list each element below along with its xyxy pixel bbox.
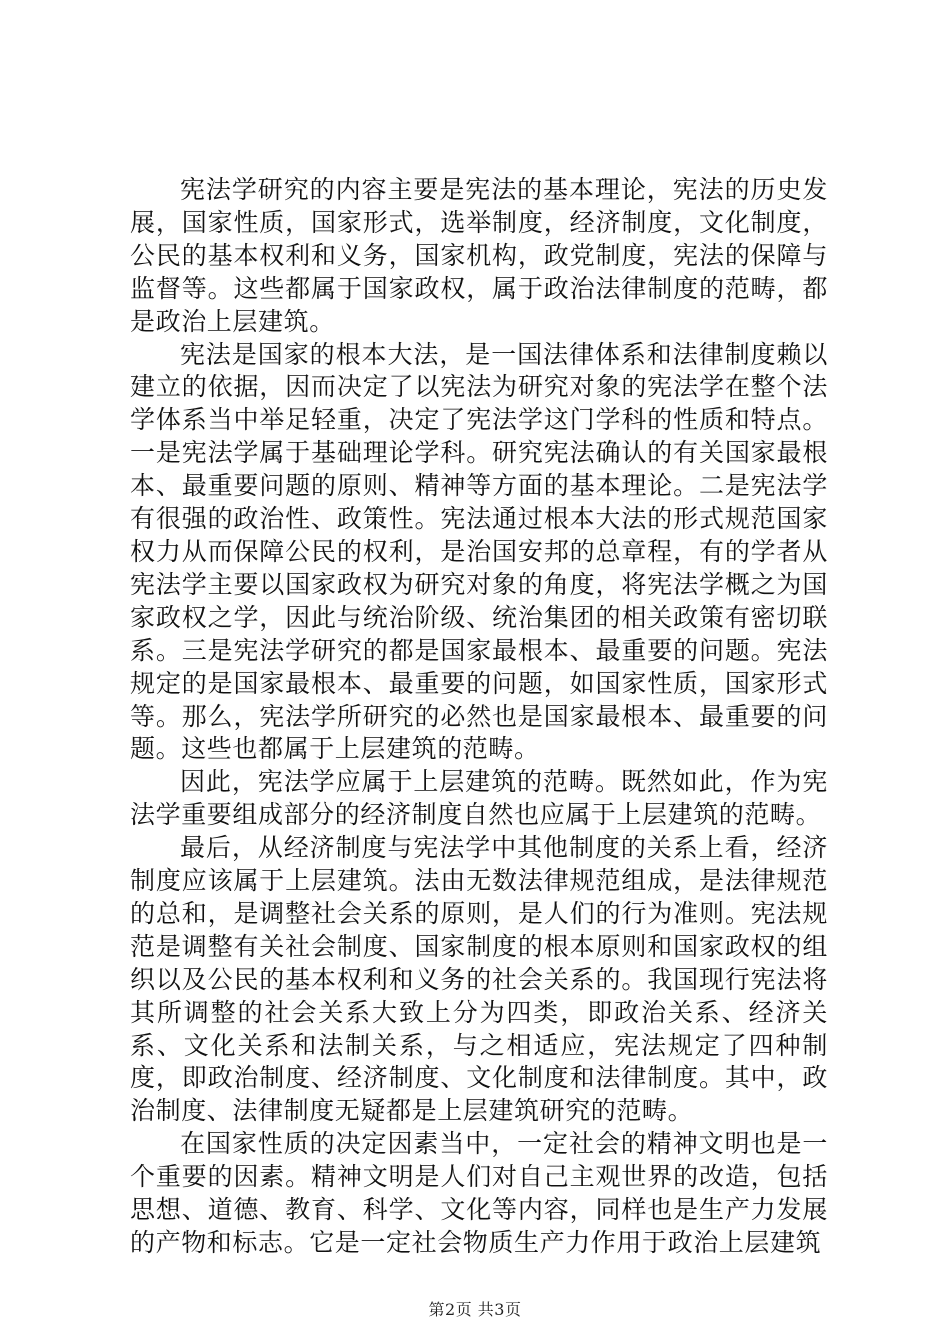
body-text [130,174,828,1260]
paragraph-2: 宪法是国家的根本大法，是一国法律体系和法律制度赖以建立的依据，因而决定了以宪法为研究对象的宪法学在整个法学体系当中举足轻重，决定了宪法学这门学科的性质和特点。一是宪法学属于基础理论学科。研究宪法确认的有关国家最根本、最重要问题的原则、精神等方面的基本理论。二是宪法学有很强的政治性、政策性。宪法通过根本大法的形式规范国家权力从而保障公民的权利，是治国安邦的总章程，有的学者从宪法学主要以国家政权为研究对象的角度，将宪法学概之为国家政权之学，因此与统治阶级、统治集团的相关政策有密切联系。三是宪法学研究的都是国家最根本、最重要的问题。宪法规定的是国家最根本、最重要的问题，如国家性质，国家形式等。那么，宪法学所研究的必然也是国家最根本、最重要的问题。这些也都属于上层建筑的范畴。 [130,339,828,764]
paragraph-3: 因此，宪法学应属于上层建筑的范畴。既然如此，作为宪法学重要组成部分的经济制度自然也应属于上层建筑的范畴。 [130,767,828,830]
paragraph-4: 最后，从经济制度与宪法学中其他制度的关系上看，经济制度应该属于上层建筑。法由无数法律规范组成，是法律规范的总和，是调整社会关系的原则，是人们的行为准则。宪法规范是调整有关社会制度、国家制度的根本原则和国家政权的组织以及公民的基本权利和义务的社会关系的。我国现行宪法将其所调整的社会关系大致上分为四类，即政治关系、经济关系、文化关系和法制关系，与之相适应，宪法规定了四种制度，即政治制度、经济制度、文化制度和法律制度。其中，政治制度、法律制度无疑都是上层建筑研究的范畴。 [130,833,828,1126]
paragraph-5: 在国家性质的决定因素当中，一定社会的精神文明也是一个重要的因素。精神文明是人们对自己主观世界的改造，包括思想、道德、教育、科学、文化等内容，同样也是生产力发展的产物和标志。它是一定社会物质生产力作用于政治上层建筑 [130,1129,828,1257]
paragraph-1: 宪法学研究的内容主要是宪法的基本理论，宪法的历史发展，国家性质，国家形式，选举制度，经济制度，文化制度，公民的基本权利和义务，国家机构，政党制度，宪法的保障与监督等。这些都属于国家政权，属于政治法律制度的范畴，都是政治上层建筑。 [130,175,828,336]
page-number-footer: 第2页 共3页 [428,1300,522,1319]
